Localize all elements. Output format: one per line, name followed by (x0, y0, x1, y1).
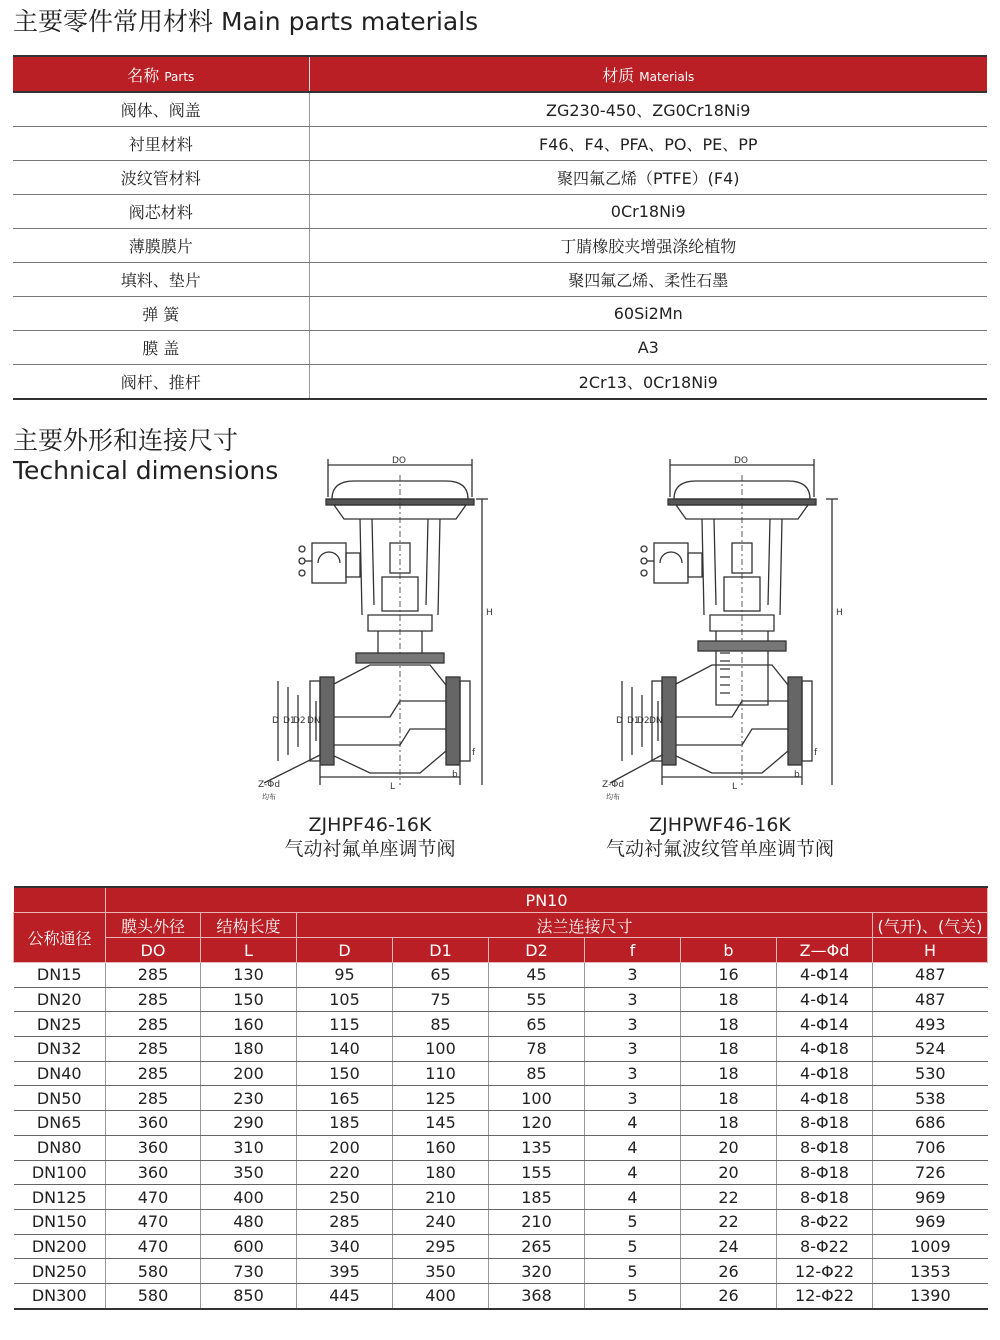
dimension-row (14, 1012, 988, 1037)
part-name-cell: 弹 簧 (13, 297, 309, 331)
part-name-cell: 阀芯材料 (13, 195, 309, 229)
materials-row (13, 229, 987, 263)
parts-header-cn: 名称 (127, 65, 160, 85)
sub-header-cell: D (297, 938, 393, 963)
dimension-cell: 16 (681, 963, 777, 988)
label-f: f (472, 748, 476, 758)
dimension-cell: 470 (106, 1209, 201, 1234)
dimension-cell: 200 (201, 1061, 297, 1086)
dimension-cell: 8-Φ18 (777, 1111, 873, 1136)
label-evenly: 均布 (606, 793, 620, 801)
dimension-cell: 22 (681, 1185, 777, 1210)
dimension-cell: 5 (585, 1283, 681, 1308)
dimension-cell: 185 (297, 1111, 393, 1136)
dimension-cell: 75 (393, 987, 489, 1012)
dimension-cell: 3 (585, 987, 681, 1012)
dimension-cell: 18 (681, 987, 777, 1012)
dimension-cell: 285 (106, 1012, 201, 1037)
dimension-cell: 350 (201, 1160, 297, 1185)
materials-row (13, 127, 987, 161)
dimension-row (14, 1037, 988, 1062)
label-do: DO (734, 456, 749, 466)
dimension-cell: 487 (873, 963, 988, 988)
dimension-cell: 320 (489, 1259, 585, 1284)
nominal-diameter-cell: DN25 (14, 1012, 106, 1037)
label-h: H (836, 608, 843, 618)
parts-header (13, 56, 309, 92)
label-f: f (814, 748, 818, 758)
dimension-cell: 850 (201, 1283, 297, 1308)
dimension-cell: 706 (873, 1135, 988, 1160)
label-d1: D1 (283, 716, 296, 726)
dimension-cell: 4-Φ18 (777, 1037, 873, 1062)
dimension-cell: 130 (201, 963, 297, 988)
label-d2: D2 (637, 716, 650, 726)
dimension-cell: 125 (393, 1086, 489, 1111)
materials-row (13, 365, 987, 400)
dimension-cell: 487 (873, 987, 988, 1012)
nominal-diameter-cell: DN50 (14, 1086, 106, 1111)
dimension-cell: 400 (393, 1283, 489, 1308)
dimension-cell: 100 (489, 1086, 585, 1111)
dimension-row (14, 1061, 988, 1086)
dimension-cell: 8-Φ22 (777, 1234, 873, 1259)
materials-row (13, 331, 987, 365)
dimension-cell: 155 (489, 1160, 585, 1185)
part-name-cell: 膜 盖 (13, 331, 309, 365)
drawing-caption-1 (250, 813, 490, 861)
dimension-cell: 185 (489, 1185, 585, 1210)
dimension-cell: 8-Φ18 (777, 1135, 873, 1160)
dimension-cell: 4-Φ18 (777, 1086, 873, 1111)
materials-row (13, 161, 987, 195)
sub-header-cell: DO (106, 938, 201, 963)
dimension-cell: 135 (489, 1135, 585, 1160)
dimension-cell: 538 (873, 1086, 988, 1111)
label-l: L (732, 782, 738, 792)
sub-header-cell: H (873, 938, 988, 963)
dimension-row (14, 1086, 988, 1111)
dimension-cell: 686 (873, 1111, 988, 1136)
nominal-diameter-cell: DN300 (14, 1283, 106, 1308)
dimension-cell: 110 (393, 1061, 489, 1086)
dimension-cell: 180 (201, 1037, 297, 1062)
dimension-cell: 26 (681, 1259, 777, 1284)
dimension-cell: 165 (297, 1086, 393, 1111)
dimension-cell: 12-Φ22 (777, 1259, 873, 1284)
label-evenly: 均布 (262, 793, 276, 801)
materials-header-en: Materials (639, 69, 695, 84)
valve-drawing-zjhpwf46 (600, 455, 843, 805)
material-cell: F46、F4、PFA、PO、PE、PP (309, 127, 987, 161)
sub-header-cell: D2 (489, 938, 585, 963)
dimension-cell: 1390 (873, 1283, 988, 1308)
dimension-cell: 493 (873, 1012, 988, 1037)
dimension-cell: 265 (489, 1234, 585, 1259)
dimension-cell: 3 (585, 1037, 681, 1062)
dimension-cell: 115 (297, 1012, 393, 1037)
part-name-cell: 阀杆、推杆 (13, 365, 309, 400)
pn-row (14, 887, 988, 913)
dimension-cell: 295 (393, 1234, 489, 1259)
dimension-cell: 395 (297, 1259, 393, 1284)
nominal-diameter-cell: DN15 (14, 963, 106, 988)
dimension-cell: 360 (106, 1160, 201, 1185)
dimension-cell: 530 (873, 1061, 988, 1086)
materials-row (13, 195, 987, 229)
dimension-cell: 55 (489, 987, 585, 1012)
dimension-row (14, 1234, 988, 1259)
drawing-caption-2 (575, 813, 865, 861)
dimension-cell: 445 (297, 1283, 393, 1308)
dimension-cell: 8-Φ22 (777, 1209, 873, 1234)
dimension-cell: 285 (297, 1209, 393, 1234)
group-header-row (14, 913, 988, 938)
valve-drawing-zjhpf46 (250, 455, 493, 805)
dimension-cell: 580 (106, 1283, 201, 1308)
dimension-cell: 969 (873, 1185, 988, 1210)
name-zjhpf46: 气动衬氟单座调节阀 (284, 838, 456, 860)
dimension-cell: 580 (106, 1259, 201, 1284)
dimension-cell: 18 (681, 1086, 777, 1111)
dimension-row (14, 1111, 988, 1136)
dimension-cell: 4 (585, 1135, 681, 1160)
dimension-cell: 5 (585, 1234, 681, 1259)
dimension-cell: 4-Φ18 (777, 1061, 873, 1086)
part-name-cell: 阀体、阀盖 (13, 92, 309, 127)
label-l: L (390, 782, 396, 792)
dimension-cell: 470 (106, 1234, 201, 1259)
label-zd: Z-Φd (602, 780, 625, 790)
dimension-cell: 85 (489, 1061, 585, 1086)
dimension-cell: 150 (201, 987, 297, 1012)
dimension-cell: 160 (201, 1012, 297, 1037)
dimension-cell: 100 (393, 1037, 489, 1062)
dimension-row (14, 1259, 988, 1284)
dimension-cell: 3 (585, 1086, 681, 1111)
label-d: D (272, 716, 279, 726)
dimension-cell: 285 (106, 963, 201, 988)
part-name-cell: 衬里材料 (13, 127, 309, 161)
material-cell: 聚四氟乙烯、柔性石墨 (309, 263, 987, 297)
dimension-cell: 95 (297, 963, 393, 988)
materials-row (13, 263, 987, 297)
dimension-cell: 18 (681, 1111, 777, 1136)
dimension-cell: 12-Φ22 (777, 1283, 873, 1308)
material-cell: 0Cr18Ni9 (309, 195, 987, 229)
dimension-cell: 730 (201, 1259, 297, 1284)
dimension-cell: 4-Φ14 (777, 1012, 873, 1037)
dimension-cell: 969 (873, 1209, 988, 1234)
materials-table (13, 55, 987, 400)
label-dn: DN (307, 716, 321, 726)
dimension-row (14, 1283, 988, 1308)
materials-header-cn: 材质 (602, 65, 635, 85)
nominal-diameter-header: 公称通径 (14, 913, 106, 963)
dimension-row (14, 987, 988, 1012)
dimension-cell: 726 (873, 1160, 988, 1185)
air-open-close-header: (气开)、(气关) (873, 913, 988, 938)
pn-header: PN10 (106, 887, 988, 913)
sub-header-row (14, 938, 988, 963)
dimension-cell: 200 (297, 1135, 393, 1160)
dimension-cell: 24 (681, 1234, 777, 1259)
materials-row (13, 297, 987, 331)
dimension-cell: 230 (201, 1086, 297, 1111)
dimension-cell: 5 (585, 1209, 681, 1234)
dimension-cell: 18 (681, 1061, 777, 1086)
name-zjhpwf46: 气动衬氟波纹管单座调节阀 (605, 838, 834, 860)
part-name-cell: 薄膜膜片 (13, 229, 309, 263)
materials-row (13, 92, 987, 127)
dimension-cell: 26 (681, 1283, 777, 1308)
nominal-diameter-cell: DN32 (14, 1037, 106, 1062)
model-zjhpf46: ZJHPF46-16K (308, 814, 432, 836)
model-zjhpwf46: ZJHPWF46-16K (649, 814, 791, 836)
sub-header-cell: L (201, 938, 297, 963)
dimension-cell: 160 (393, 1135, 489, 1160)
sub-header-cell: f (585, 938, 681, 963)
dimension-cell: 240 (393, 1209, 489, 1234)
diaphragm-header: 膜头外径 (106, 913, 201, 938)
dimension-cell: 85 (393, 1012, 489, 1037)
nominal-diameter-cell: DN80 (14, 1135, 106, 1160)
label-d: D (616, 716, 623, 726)
parts-header-en: Parts (164, 69, 195, 84)
dimension-cell: 180 (393, 1160, 489, 1185)
dimension-cell: 400 (201, 1185, 297, 1210)
dimension-cell: 285 (106, 987, 201, 1012)
dimension-cell: 210 (393, 1185, 489, 1210)
dimension-cell: 105 (297, 987, 393, 1012)
materials-title: 主要零件常用材料 Main parts materials (13, 7, 479, 36)
dimension-cell: 250 (297, 1185, 393, 1210)
dimension-cell: 340 (297, 1234, 393, 1259)
sub-header-cell: D1 (393, 938, 489, 963)
dimensions-title-en: Technical dimensions (13, 456, 279, 485)
label-b: b (794, 770, 800, 780)
dimension-cell: 8-Φ18 (777, 1160, 873, 1185)
label-d2: D2 (293, 716, 306, 726)
dimension-cell: 145 (393, 1111, 489, 1136)
dimension-cell: 470 (106, 1185, 201, 1210)
dimension-cell: 4 (585, 1185, 681, 1210)
dimension-cell: 3 (585, 1061, 681, 1086)
dimension-cell: 285 (106, 1086, 201, 1111)
nominal-diameter-cell: DN40 (14, 1061, 106, 1086)
dimension-cell: 1009 (873, 1234, 988, 1259)
dimensions-title-cn: 主要外形和连接尺寸 (13, 426, 239, 455)
nominal-diameter-cell: DN125 (14, 1185, 106, 1210)
dimension-cell: 220 (297, 1160, 393, 1185)
dimension-cell: 360 (106, 1111, 201, 1136)
nominal-diameter-cell: DN250 (14, 1259, 106, 1284)
dimension-cell: 5 (585, 1259, 681, 1284)
dimension-cell: 210 (489, 1209, 585, 1234)
part-name-cell: 波纹管材料 (13, 161, 309, 195)
dimension-cell: 78 (489, 1037, 585, 1062)
part-name-cell: 填料、垫片 (13, 263, 309, 297)
label-do: DO (392, 456, 407, 466)
dimension-cell: 4 (585, 1160, 681, 1185)
dimension-cell: 1353 (873, 1259, 988, 1284)
material-cell: 丁腈橡胶夹增强涤纶植物 (309, 229, 987, 263)
dimension-cell: 8-Φ18 (777, 1185, 873, 1210)
dimension-cell: 18 (681, 1012, 777, 1037)
label-zd: Z-Φd (258, 780, 281, 790)
label-dn: DN (649, 716, 663, 726)
sub-header-cell: b (681, 938, 777, 963)
dimension-row (14, 1160, 988, 1185)
flange-header: 法兰连接尺寸 (297, 913, 873, 938)
material-cell: 2Cr13、0Cr18Ni9 (309, 365, 987, 400)
dimension-cell: 4-Φ14 (777, 987, 873, 1012)
dimensions-table (13, 886, 988, 1310)
dimension-cell: 20 (681, 1160, 777, 1185)
dimension-cell: 65 (489, 1012, 585, 1037)
label-h: H (486, 608, 493, 618)
dimension-cell: 285 (106, 1061, 201, 1086)
dimension-cell: 45 (489, 963, 585, 988)
nominal-diameter-cell: DN20 (14, 987, 106, 1012)
dimension-row (14, 1135, 988, 1160)
material-cell: 60Si2Mn (309, 297, 987, 331)
dimension-cell: 4-Φ14 (777, 963, 873, 988)
material-cell: ZG230-450、ZG0Cr18Ni9 (309, 92, 987, 127)
dimension-cell: 150 (297, 1061, 393, 1086)
dimension-cell: 285 (106, 1037, 201, 1062)
dimension-cell: 290 (201, 1111, 297, 1136)
dimension-cell: 120 (489, 1111, 585, 1136)
dimension-cell: 310 (201, 1135, 297, 1160)
dimension-cell: 480 (201, 1209, 297, 1234)
materials-header-row (13, 56, 987, 92)
dimension-cell: 600 (201, 1234, 297, 1259)
materials-header (309, 56, 987, 92)
nominal-diameter-cell: DN65 (14, 1111, 106, 1136)
dimension-cell: 140 (297, 1037, 393, 1062)
dimension-cell: 3 (585, 1012, 681, 1037)
dimension-cell: 22 (681, 1209, 777, 1234)
dimension-row (14, 963, 988, 988)
dimension-row (14, 1185, 988, 1210)
dimension-cell: 350 (393, 1259, 489, 1284)
material-cell: 聚四氟乙烯（PTFE）(F4) (309, 161, 987, 195)
label-d1: D1 (627, 716, 640, 726)
dimension-cell: 368 (489, 1283, 585, 1308)
dimension-cell: 20 (681, 1135, 777, 1160)
sub-header-cell: Z—Φd (777, 938, 873, 963)
dimension-cell: 524 (873, 1037, 988, 1062)
dimension-cell: 360 (106, 1135, 201, 1160)
length-header: 结构长度 (201, 913, 297, 938)
dimension-cell: 18 (681, 1037, 777, 1062)
nominal-diameter-cell: DN100 (14, 1160, 106, 1185)
dimension-cell: 65 (393, 963, 489, 988)
material-cell: A3 (309, 331, 987, 365)
nominal-diameter-cell: DN200 (14, 1234, 106, 1259)
label-b: b (452, 770, 458, 780)
nominal-diameter-cell: DN150 (14, 1209, 106, 1234)
dimension-cell: 4 (585, 1111, 681, 1136)
dimension-row (14, 1209, 988, 1234)
dimension-cell: 3 (585, 963, 681, 988)
